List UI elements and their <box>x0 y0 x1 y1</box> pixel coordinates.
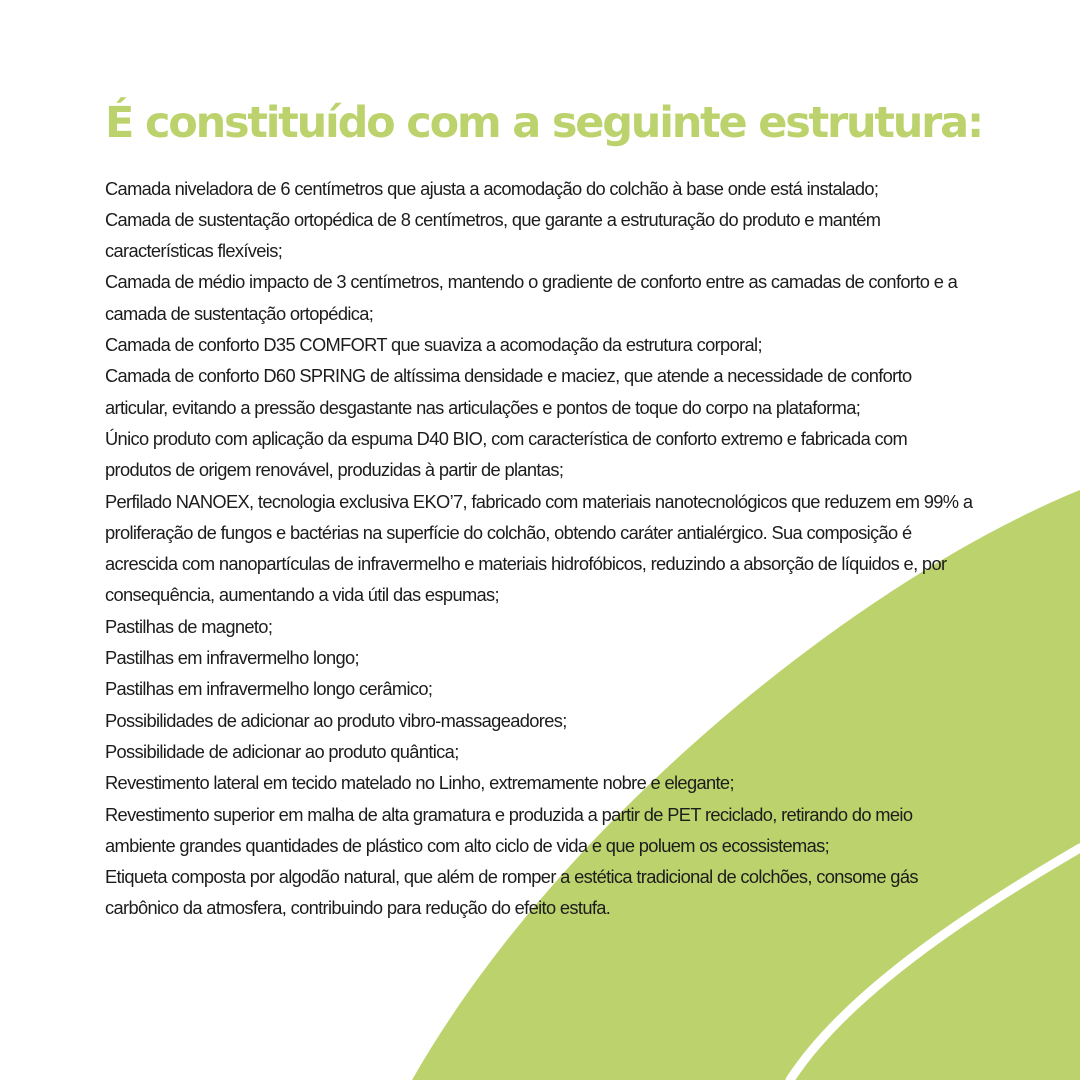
list-item: Pastilhas em infravermelho longo cerâmico; <box>105 678 433 700</box>
list-item: Perfilado NANOEX, tecnologia exclusiva EKO’7, fabricado com materiais nanotecnológicos que reduzem em 99% a proliferação de fungos e bactérias na superfície do colchão, obtendo caráter antialérgico. Sua composição é acrescida com nanopartículas de infravermelho e materiais hidrofóbicos, reduzindo a absorção de líquidos e, por consequência, aumentando a vida útil das espumas; <box>105 490 973 606</box>
list-item: Possibilidades de adicionar ao produto vibro-massageadores; <box>105 709 567 731</box>
list-item: Revestimento lateral em tecido matelado no Linho, extremamente nobre e elegante; <box>105 772 734 794</box>
list-item: Pastilhas de magneto; <box>105 615 273 637</box>
list-item: Camada de médio impacto de 3 centímetros, mantendo o gradiente de conforto entre as camadas de conforto e a camada de sustentação ortopédica; <box>105 271 958 324</box>
list-item: Camada de conforto D35 COMFORT que suaviza a acomodação da estrutura corporal; <box>105 334 762 356</box>
list-item: Único produto com aplicação da espuma D40 BIO, com característica de conforto extremo e fabricada com produtos de origem renovável, produzidas à partir de plantas; <box>105 427 908 481</box>
list-item: Camada de sustentação ortopédica de 8 centímetros, que garante a estruturação do produto e mantém características flexíveis; <box>105 208 881 262</box>
list-item: Pastilhas em infravermelho longo; <box>105 647 359 669</box>
structure-list <box>105 173 975 924</box>
list-item: Etiqueta composta por algodão natural, que além de romper a estética tradicional de colchões, consome gás carbônico da atmosfera, contribuindo para redução do efeito estufa. <box>105 866 918 919</box>
main-content <box>105 98 985 924</box>
list-item: Possibilidade de adicionar ao produto quântica; <box>105 740 459 762</box>
list-item: Camada de conforto D60 SPRING de altíssima densidade e maciez, que atende a necessidade de conforto articular, evitando a pressão desgastante nas articulações e pontos de toque do corpo na plataforma; <box>105 365 912 418</box>
list-item: Camada niveladora de 6 centímetros que ajusta a acomodação do colchão à base onde está instalado; <box>105 177 879 199</box>
list-item: Revestimento superior em malha de alta gramatura e produzida a partir de PET reciclado, retirando do meio ambiente grandes quantidades de plástico com alto ciclo de vida e que poluem os ecossistemas; <box>105 803 913 856</box>
page-title: É constituído com a seguinte estrutura: <box>105 98 982 148</box>
